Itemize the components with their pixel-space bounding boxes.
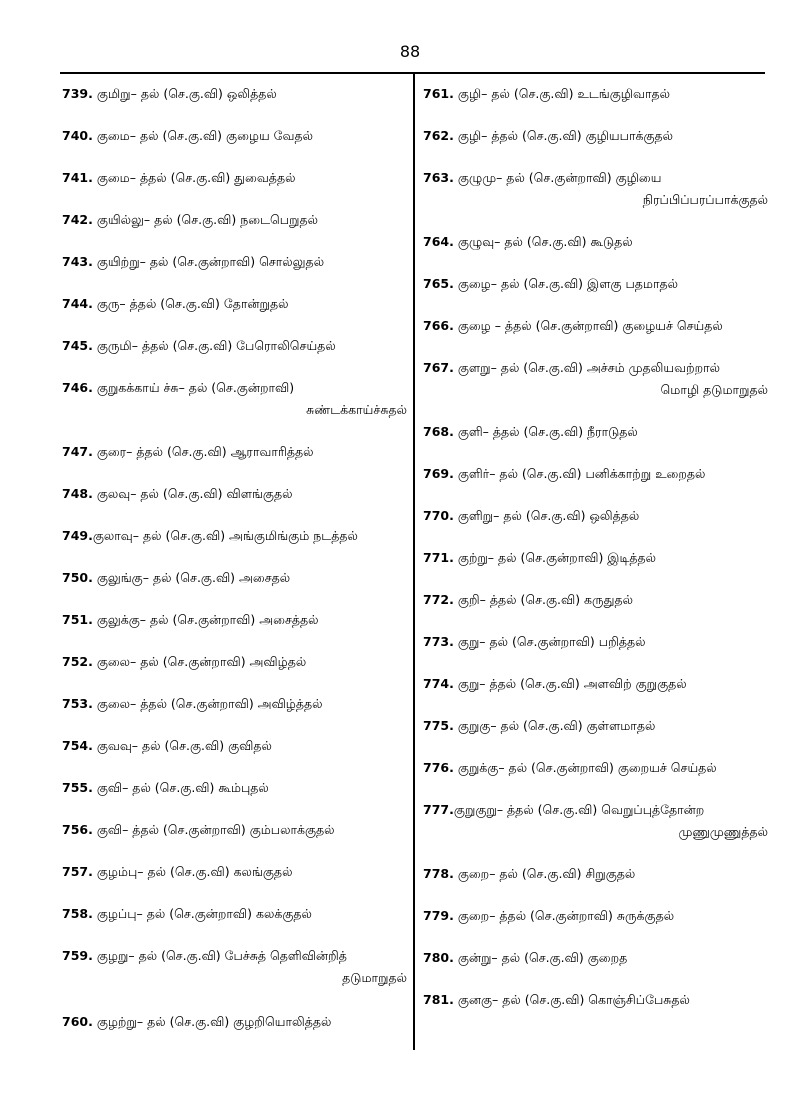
entry-line: [423, 757, 768, 779]
entry-line: [62, 861, 407, 883]
entry-text: குலை– தல் (செ.குன்றாவி) அவிழ்தல்: [92, 654, 307, 669]
dictionary-entry: [423, 167, 768, 211]
entry-number: 759.: [62, 948, 93, 963]
entry-continuation: சுண்டக்காய்ச்சுதல்: [306, 402, 407, 417]
entry-number: 764.: [423, 234, 454, 249]
entry-number: 750.: [62, 570, 93, 585]
entry-line: [62, 441, 407, 463]
entry-number: 767.: [423, 360, 454, 375]
entry-number: 742.: [62, 212, 93, 227]
entry-text: குறுகு– தல் (செ.கு.வி) குள்ளமாதல்: [453, 718, 656, 733]
entry-line: [62, 735, 407, 757]
entry-line: [62, 209, 407, 231]
entry-number: 753.: [62, 696, 93, 711]
entry-line: [423, 989, 768, 1011]
entry-text: குரை– த்தல் (செ.கு.வி) ஆராவாரித்தல்: [92, 444, 314, 459]
entry-line: [62, 167, 407, 189]
dictionary-entry: [423, 125, 768, 147]
entry-text: குளிர்– தல் (செ.கு.வி) பனிக்காற்று உறைதல்: [453, 466, 706, 481]
entry-continuation: முணுமுணுத்தல்: [678, 824, 768, 839]
entry-number: 749.: [62, 528, 93, 543]
entry-number: 739.: [62, 86, 93, 101]
entry-text: குளிறு– தல் (செ.கு.வி) ஒலித்தல்: [453, 508, 640, 523]
entry-continuation: தடுமாறுதல்: [342, 970, 407, 985]
entry-text: குவவு– தல் (செ.கு.வி) குவிதல்: [92, 738, 272, 753]
dictionary-entry: [62, 567, 407, 589]
entry-text: குமிறு– தல் (செ.கு.வி) ஒலித்தல்: [92, 86, 277, 101]
entry-number: 773.: [423, 634, 454, 649]
entry-line: [423, 167, 768, 189]
entry-line: [423, 273, 768, 295]
entry-line: [423, 83, 768, 105]
entry-text: குருமி– த்தல் (செ.கு.வி) பேரொலிசெய்தல்: [92, 338, 336, 353]
entry-line: [62, 377, 407, 399]
entry-number: 741.: [62, 170, 93, 185]
entry-text: குலாவு– தல் (செ.கு.வி) அங்குமிங்கும் நடத்தல்: [92, 528, 358, 543]
entry-number: 761.: [423, 86, 454, 101]
entry-text: குனகு– தல் (செ.கு.வி) கொஞ்சிப்பேசுதல்: [453, 992, 690, 1007]
dictionary-entry: [423, 715, 768, 737]
entry-line: [62, 1011, 407, 1033]
entry-continuation: மொழி தடுமாறுதல்: [660, 382, 768, 397]
entry-number: 775.: [423, 718, 454, 733]
entry-number: 757.: [62, 864, 93, 879]
entry-number: 766.: [423, 318, 454, 333]
entry-text: குமை– த்தல் (செ.கு.வி) துவைத்தல்: [92, 170, 296, 185]
dictionary-entry: [423, 273, 768, 295]
entry-text: குழம்பு– தல் (செ.கு.வி) கலங்குதல்: [92, 864, 293, 879]
entry-line: [62, 125, 407, 147]
entry-number: 743.: [62, 254, 93, 269]
entry-text: குலை– த்தல் (செ.குன்றாவி) அவிழ்த்தல்: [92, 696, 323, 711]
entry-line: [423, 547, 768, 569]
entry-continuation: நிரப்பிப்பரப்பாக்குதல்: [642, 192, 768, 207]
entry-text: குழுவு– தல் (செ.கு.வி) கூடுதல்: [453, 234, 633, 249]
dictionary-entry: [423, 799, 768, 843]
entry-line: [423, 125, 768, 147]
entry-number: 772.: [423, 592, 454, 607]
entry-line: [423, 863, 768, 885]
entry-line: [423, 357, 768, 379]
entry-number: 758.: [62, 906, 93, 921]
entry-number: 770.: [423, 508, 454, 523]
dictionary-entry: [62, 777, 407, 799]
entry-text: குளி– த்தல் (செ.கு.வி) நீராடுதல்: [453, 424, 638, 439]
entry-number: 762.: [423, 128, 454, 143]
entry-text: குறி– த்தல் (செ.கு.வி) கருதுதல்: [453, 592, 633, 607]
entry-text: குவி– த்தல் (செ.குன்றாவி) கும்பலாக்குதல்: [92, 822, 335, 837]
page-number: 88: [399, 42, 421, 61]
entry-line: [62, 567, 407, 589]
entry-number: 748.: [62, 486, 93, 501]
entry-number: 768.: [423, 424, 454, 439]
entry-text: குலுக்கு– தல் (செ.குன்றாவி) அசைத்தல்: [92, 612, 319, 627]
entry-number: 754.: [62, 738, 93, 753]
dictionary-entry: [62, 209, 407, 231]
dictionary-entry: [423, 863, 768, 885]
dictionary-entry: [62, 609, 407, 631]
entry-text: குழுமு– தல் (செ.குன்றாவி) குழியை: [453, 170, 662, 185]
entry-number: 740.: [62, 128, 93, 143]
dictionary-entry: [423, 231, 768, 253]
dictionary-entry: [62, 903, 407, 925]
entry-line: [423, 631, 768, 653]
entry-line: [423, 589, 768, 611]
dictionary-entry: [62, 525, 407, 547]
entry-line: [423, 505, 768, 527]
entry-line: [423, 905, 768, 927]
entry-line: [423, 715, 768, 737]
entry-line: [62, 83, 407, 105]
dictionary-entry: [62, 735, 407, 757]
entry-number: 752.: [62, 654, 93, 669]
entry-line: [62, 251, 407, 273]
entry-text: குறுகுறு– த்தல் (செ.கு.வி) வெறுப்புத்தோன்ற: [453, 802, 705, 817]
entry-number: 769.: [423, 466, 454, 481]
dictionary-entry: [62, 251, 407, 273]
entry-number: 779.: [423, 908, 454, 923]
dictionary-entry: [62, 377, 407, 421]
entry-number: 776.: [423, 760, 454, 775]
dictionary-entry: [62, 125, 407, 147]
dictionary-entry: [423, 315, 768, 337]
entry-number: 746.: [62, 380, 93, 395]
entry-number: 744.: [62, 296, 93, 311]
entry-number: 774.: [423, 676, 454, 691]
entry-number: 763.: [423, 170, 454, 185]
dictionary-entry: [423, 757, 768, 779]
entry-text: குறை– தல் (செ.கு.வி) சிறுகுதல்: [453, 866, 636, 881]
entry-text: குவி– தல் (செ.கு.வி) கூம்புதல்: [92, 780, 269, 795]
entry-line: [62, 693, 407, 715]
entry-number: 765.: [423, 276, 454, 291]
entry-text: குழற்று– தல் (செ.கு.வி) குழறியொலித்தல்: [92, 1014, 332, 1029]
entry-number: 747.: [62, 444, 93, 459]
entry-text: குறை– த்தல் (செ.குன்றாவி) சுருக்குதல்: [453, 908, 675, 923]
entry-line: [62, 293, 407, 315]
entry-number: 760.: [62, 1014, 93, 1029]
entry-text: குற்று– தல் (செ.குன்றாவி) இடித்தல்: [453, 550, 657, 565]
entry-number: 778.: [423, 866, 454, 881]
entry-line: [423, 947, 768, 969]
dictionary-entry: [62, 483, 407, 505]
entry-text: குறுகக்காய் ச்சு– தல் (செ.குன்றாவி): [92, 380, 295, 395]
entry-text: குளறு– தல் (செ.கு.வி) அச்சம் முதலியவற்றால்: [453, 360, 720, 375]
dictionary-entry: [423, 905, 768, 927]
dictionary-entry: [423, 547, 768, 569]
entry-text: குழை– தல் (செ.கு.வி) இளகு பதமாதல்: [453, 276, 679, 291]
entry-line: [62, 651, 407, 673]
entry-line: [423, 315, 768, 337]
entry-text: குரு– த்தல் (செ.கு.வி) தோன்றுதல்: [92, 296, 289, 311]
dictionary-entry: [62, 651, 407, 673]
dictionary-entry: [423, 989, 768, 1011]
entry-line: [62, 335, 407, 357]
entry-text: குழி– தல் (செ.கு.வி) உடங்குழிவாதல்: [453, 86, 671, 101]
entry-line: [62, 903, 407, 925]
entry-text: குழி– த்தல் (செ.கு.வி) குழியபாக்குதல்: [453, 128, 674, 143]
entry-line: [423, 463, 768, 485]
entry-text: குலுங்கு– தல் (செ.கு.வி) அசைதல்: [92, 570, 291, 585]
entry-line: [62, 819, 407, 841]
entry-number: 780.: [423, 950, 454, 965]
dictionary-entry: [423, 673, 768, 695]
entry-line: [62, 525, 407, 547]
dictionary-entry: [423, 357, 768, 401]
dictionary-entry: [62, 819, 407, 841]
entry-number: 745.: [62, 338, 93, 353]
dictionary-entry: [62, 1011, 407, 1033]
dictionary-entry: [62, 945, 407, 989]
dictionary-entry: [423, 589, 768, 611]
dictionary-entry: [62, 167, 407, 189]
dictionary-entry: [423, 631, 768, 653]
dictionary-entry: [62, 441, 407, 463]
dictionary-entry: [62, 335, 407, 357]
entry-line: [62, 609, 407, 631]
entry-line: [423, 799, 768, 821]
entry-text: குமை– தல் (செ.கு.வி) குழைய வேதல்: [92, 128, 314, 143]
dictionary-entry: [423, 947, 768, 969]
entry-text: குழை – த்தல் (செ.குன்றாவி) குழையச் செய்தல்: [453, 318, 723, 333]
entry-number: 751.: [62, 612, 93, 627]
entry-line: [423, 673, 768, 695]
dictionary-entry: [62, 693, 407, 715]
entry-text: குன்று– தல் (செ.கு.வி) குறைத: [453, 950, 628, 965]
entry-number: 777.: [423, 802, 454, 817]
entry-number: 781.: [423, 992, 454, 1007]
entry-line: [62, 483, 407, 505]
entry-text: குலவு– தல் (செ.கு.வி) விளங்குதல்: [92, 486, 293, 501]
entry-text: குறு– த்தல் (செ.கு.வி) அளவிற் குறுகுதல்: [453, 676, 687, 691]
entry-line: [62, 777, 407, 799]
column-divider: [413, 73, 415, 1050]
entry-number: 756.: [62, 822, 93, 837]
entry-line: [62, 945, 407, 967]
entry-text: குயில்லு– தல் (செ.கு.வி) நடைபெறுதல்: [92, 212, 319, 227]
dictionary-entry: [423, 505, 768, 527]
entry-text: குழப்பு– தல் (செ.குன்றாவி) கலக்குதல்: [92, 906, 312, 921]
entry-text: குயிற்று– தல் (செ.குன்றாவி) சொல்லுதல்: [92, 254, 325, 269]
dictionary-entry: [423, 83, 768, 105]
dictionary-entry: [423, 421, 768, 443]
entry-line: [423, 421, 768, 443]
entry-text: குறுக்கு– தல் (செ.குன்றாவி) குறையச் செய்தல்: [453, 760, 717, 775]
entry-line: [423, 231, 768, 253]
dictionary-entry: [62, 293, 407, 315]
entry-number: 771.: [423, 550, 454, 565]
dictionary-entry: [62, 861, 407, 883]
dictionary-entry: [62, 83, 407, 105]
entry-text: குறு– தல் (செ.குன்றாவி) பறித்தல்: [453, 634, 646, 649]
dictionary-entry: [423, 463, 768, 485]
entry-text: குழறு– தல் (செ.கு.வி) பேச்சுத் தெளிவின்றித்: [92, 948, 347, 963]
entry-number: 755.: [62, 780, 93, 795]
